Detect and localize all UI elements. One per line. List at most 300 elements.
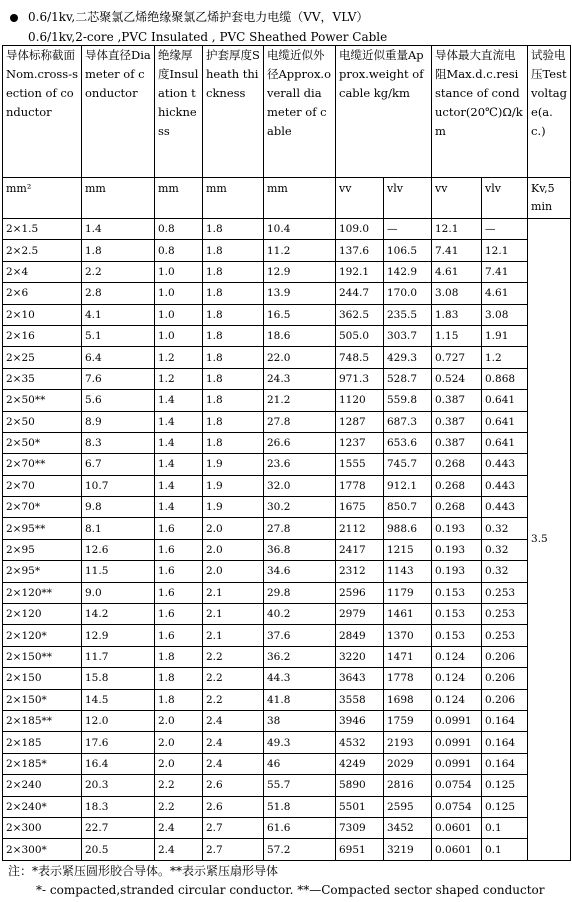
table-cell: 2×150	[3, 668, 82, 689]
table-cell: 988.6	[384, 518, 432, 539]
table-cell: 1759	[384, 710, 432, 731]
table-cell: 10.7	[82, 475, 155, 496]
table-cell: 0.153	[432, 604, 482, 625]
table-cell: 34.6	[264, 561, 336, 582]
table-cell: 1179	[384, 582, 432, 603]
table-cell: 5501	[336, 796, 384, 817]
unit-cell: mm²	[3, 178, 82, 219]
table-cell: 2×10	[3, 304, 82, 325]
unit-cell: vlv	[482, 178, 528, 219]
table-cell: 29.8	[264, 582, 336, 603]
title-line	[10, 8, 368, 25]
table-cell: 1471	[384, 646, 432, 667]
table-cell: 2×120**	[3, 582, 82, 603]
table-cell: 8.1	[82, 518, 155, 539]
table-row	[3, 368, 571, 389]
table-cell: 2×95	[3, 539, 82, 560]
table-cell: 2×300	[3, 817, 82, 838]
table-row	[3, 432, 571, 453]
table-row	[3, 646, 571, 667]
table-cell: 106.5	[384, 240, 432, 261]
table-cell: 0.443	[482, 454, 528, 475]
table-cell: 4.61	[482, 283, 528, 304]
table-cell: 20.5	[82, 839, 155, 860]
table-cell: 2193	[384, 732, 432, 753]
table-cell: 0.1	[482, 839, 528, 860]
table-cell: 3452	[384, 817, 432, 838]
table-cell: 2.1	[203, 604, 264, 625]
table-cell: 1287	[336, 411, 384, 432]
table-cell: 1.8	[203, 240, 264, 261]
table-cell: 22.7	[82, 817, 155, 838]
table-cell: 1120	[336, 390, 384, 411]
table-row	[3, 518, 571, 539]
table-cell: 36.2	[264, 646, 336, 667]
table-cell: 0.524	[432, 368, 482, 389]
table-cell: 1.8	[82, 240, 155, 261]
table-cell: 36.8	[264, 539, 336, 560]
table-row	[3, 817, 571, 838]
table-cell: 2×95*	[3, 561, 82, 582]
table-cell: 1778	[384, 668, 432, 689]
table-cell: 1.8	[155, 646, 203, 667]
table-cell: 1778	[336, 475, 384, 496]
table-cell: 559.8	[384, 390, 432, 411]
table-cell: 2×185	[3, 732, 82, 753]
table-cell: 0.0754	[432, 775, 482, 796]
table-cell: 1.8	[203, 325, 264, 346]
table-cell: 2.8	[82, 283, 155, 304]
table-cell: 1.0	[155, 304, 203, 325]
unit-cell: Kv,5 min	[528, 178, 571, 219]
table-cell: 12.0	[82, 710, 155, 731]
table-cell: 1.4	[155, 497, 203, 518]
table-cell: 6951	[336, 839, 384, 860]
table-cell: 12.9	[82, 625, 155, 646]
table-cell: 2.2	[203, 668, 264, 689]
table-cell: 1.8	[203, 283, 264, 304]
table-cell: 0.387	[432, 432, 482, 453]
table-cell: 1.83	[432, 304, 482, 325]
table-cell: 235.5	[384, 304, 432, 325]
table-cell: 4532	[336, 732, 384, 753]
table-cell: 21.2	[264, 390, 336, 411]
header-test-voltage: 试验电压Test voltage(a.c.)	[528, 46, 571, 178]
unit-cell: mm	[264, 178, 336, 219]
table-cell: 9.0	[82, 582, 155, 603]
table-cell: 2.2	[82, 261, 155, 282]
table-row	[3, 732, 571, 753]
table-cell: 303.7	[384, 325, 432, 346]
table-cell: 8.9	[82, 411, 155, 432]
table-cell: 1.8	[203, 261, 264, 282]
table-cell: 0.193	[432, 561, 482, 582]
table-cell: 0.253	[482, 582, 528, 603]
table-cell: 109.0	[336, 219, 384, 240]
table-cell: 0.0601	[432, 839, 482, 860]
table-cell: 1.9	[203, 454, 264, 475]
table-cell: 2417	[336, 539, 384, 560]
title-cn: 0.6/1kv,二芯聚氯乙烯绝缘聚氯乙烯护套电力电缆（VV，VLV）	[28, 10, 369, 24]
table-cell: 2×70	[3, 475, 82, 496]
table-cell: 2.7	[203, 839, 264, 860]
table-cell: 2×50	[3, 411, 82, 432]
table-cell: 2595	[384, 796, 432, 817]
table-cell: 0.164	[482, 710, 528, 731]
table-cell: —	[482, 219, 528, 240]
table-cell: 2.0	[203, 539, 264, 560]
table-cell: 2816	[384, 775, 432, 796]
table-row	[3, 539, 571, 560]
table-cell: 1.91	[482, 325, 528, 346]
table-cell: 1.6	[155, 604, 203, 625]
table-row	[3, 475, 571, 496]
table-cell: 2.4	[203, 753, 264, 774]
table-cell: 2112	[336, 518, 384, 539]
table-cell: 2×185*	[3, 753, 82, 774]
table-cell: 1.4	[155, 454, 203, 475]
table-cell: 1.2	[482, 347, 528, 368]
table-cell: 44.3	[264, 668, 336, 689]
table-cell: 12.9	[264, 261, 336, 282]
table-cell: 1.6	[155, 582, 203, 603]
table-cell: 2×4	[3, 261, 82, 282]
table-cell: 1.4	[155, 475, 203, 496]
table-cell: 2×150*	[3, 689, 82, 710]
table-cell: 1.8	[203, 390, 264, 411]
table-cell: 13.9	[264, 283, 336, 304]
table-cell: 0.125	[482, 796, 528, 817]
table-cell: 0.268	[432, 497, 482, 518]
unit-cell: mm	[82, 178, 155, 219]
table-cell: 0.727	[432, 347, 482, 368]
table-cell: 2.0	[155, 710, 203, 731]
table-cell: 9.8	[82, 497, 155, 518]
table-row	[3, 261, 571, 282]
table-cell: 2×120*	[3, 625, 82, 646]
table-cell: 2.4	[203, 710, 264, 731]
table-cell: 15.8	[82, 668, 155, 689]
table-cell: 37.6	[264, 625, 336, 646]
table-cell: 0.8	[155, 240, 203, 261]
table-cell: 2×1.5	[3, 219, 82, 240]
table-row	[3, 454, 571, 475]
table-cell: 1.8	[203, 432, 264, 453]
table-cell: 2.1	[203, 582, 264, 603]
table-cell: 0.268	[432, 475, 482, 496]
table-cell: 1.6	[155, 518, 203, 539]
table-cell: 0.641	[482, 390, 528, 411]
table-cell: 2.6	[203, 775, 264, 796]
table-cell: 1.15	[432, 325, 482, 346]
table-cell: 0.193	[432, 539, 482, 560]
table-cell: 1555	[336, 454, 384, 475]
table-cell: 2.7	[203, 817, 264, 838]
table-cell: 2×240	[3, 775, 82, 796]
table-cell: 2.2	[203, 646, 264, 667]
table-cell: 0.32	[482, 561, 528, 582]
table-cell: 137.6	[336, 240, 384, 261]
table-cell: 14.2	[82, 604, 155, 625]
table-row	[3, 497, 571, 518]
table-cell: 0.253	[482, 604, 528, 625]
table-row	[3, 582, 571, 603]
table-cell: 4.61	[432, 261, 482, 282]
header-diameter: 导体直径Diameter of conductor	[82, 46, 155, 178]
table-cell: 2.0	[203, 561, 264, 582]
table-cell: 1675	[336, 497, 384, 518]
table-cell: 0.868	[482, 368, 528, 389]
table-cell: 142.9	[384, 261, 432, 282]
table-cell: 2.1	[203, 625, 264, 646]
table-cell: 6.4	[82, 347, 155, 368]
table-cell: 2×185**	[3, 710, 82, 731]
table-cell: 2×300*	[3, 839, 82, 860]
table-cell: 6.7	[82, 454, 155, 475]
table-cell: 7.41	[432, 240, 482, 261]
table-cell: 17.6	[82, 732, 155, 753]
table-row	[3, 325, 571, 346]
table-row	[3, 240, 571, 261]
test-voltage-value: 3.5	[528, 219, 571, 861]
table-cell: 0.641	[482, 432, 528, 453]
table-cell: 2.2	[155, 775, 203, 796]
table-cell: 11.2	[264, 240, 336, 261]
table-row	[3, 390, 571, 411]
table-cell: 0.206	[482, 646, 528, 667]
table-cell: 1.8	[203, 411, 264, 432]
table-cell: 0.153	[432, 625, 482, 646]
table-row	[3, 753, 571, 774]
table-cell: 0.268	[432, 454, 482, 475]
table-cell: 46	[264, 753, 336, 774]
table-cell: 1237	[336, 432, 384, 453]
table-cell: 0.124	[432, 689, 482, 710]
header-row	[3, 46, 571, 178]
table-cell: 3.08	[432, 283, 482, 304]
table-row	[3, 604, 571, 625]
table-row	[3, 710, 571, 731]
table-cell: 49.3	[264, 732, 336, 753]
table-cell: 0.125	[482, 775, 528, 796]
table-cell: 2×16	[3, 325, 82, 346]
table-cell: 1.0	[155, 261, 203, 282]
header-insulation: 绝缘厚度Insulation thickness	[155, 46, 203, 178]
table-cell: 8.3	[82, 432, 155, 453]
table-cell: 11.5	[82, 561, 155, 582]
table-cell: 22.0	[264, 347, 336, 368]
table-cell: 51.8	[264, 796, 336, 817]
header-sheath: 护套厚度Sheath thickness	[203, 46, 264, 178]
table-cell: 2×50**	[3, 390, 82, 411]
table-cell: 2.0	[155, 732, 203, 753]
table-cell: 1698	[384, 689, 432, 710]
table-cell: 192.1	[336, 261, 384, 282]
table-cell: —	[384, 219, 432, 240]
note-cn: 注：*表示紧压圆形胶合导体。**表示紧压扇形导体	[8, 864, 279, 878]
table-row	[3, 411, 571, 432]
table-cell: 2.4	[155, 817, 203, 838]
table-cell: 2312	[336, 561, 384, 582]
table-cell: 0.0754	[432, 796, 482, 817]
table-cell: 12.1	[432, 219, 482, 240]
unit-cell: vlv	[384, 178, 432, 219]
table-cell: 12.1	[482, 240, 528, 261]
table-cell: 850.7	[384, 497, 432, 518]
table-cell: 1.8	[203, 219, 264, 240]
table-cell: 912.1	[384, 475, 432, 496]
table-cell: 0.164	[482, 732, 528, 753]
table-cell: 528.7	[384, 368, 432, 389]
table-cell: 0.387	[432, 390, 482, 411]
header-resistance: 导体最大直流电阻Max.d.c.resistance of conductor(20℃)Ω/km	[432, 46, 528, 178]
table-cell: 1.6	[155, 539, 203, 560]
table-cell: 7309	[336, 817, 384, 838]
table-cell: 0.164	[482, 753, 528, 774]
table-cell: 27.8	[264, 518, 336, 539]
table-cell: 971.3	[336, 368, 384, 389]
table-cell: 0.8	[155, 219, 203, 240]
table-row	[3, 839, 571, 860]
table-cell: 505.0	[336, 325, 384, 346]
table-cell: 3643	[336, 668, 384, 689]
header-overall-diameter: 电缆近似外径Approx.overall diameter of cable	[264, 46, 336, 178]
table-cell: 1.8	[203, 304, 264, 325]
table-row	[3, 775, 571, 796]
table-cell: 687.3	[384, 411, 432, 432]
table-cell: 2.2	[203, 689, 264, 710]
table-cell: 1.9	[203, 475, 264, 496]
table-cell: 2×50*	[3, 432, 82, 453]
table-cell: 23.6	[264, 454, 336, 475]
table-row	[3, 219, 571, 240]
table-cell: 1461	[384, 604, 432, 625]
table-row	[3, 689, 571, 710]
unit-row	[3, 178, 571, 219]
table-cell: 57.2	[264, 839, 336, 860]
table-cell: 0.32	[482, 539, 528, 560]
table-cell: 244.7	[336, 283, 384, 304]
table-cell: 27.8	[264, 411, 336, 432]
table-cell: 1.8	[155, 689, 203, 710]
table-row	[3, 625, 571, 646]
table-row	[3, 283, 571, 304]
table-cell: 5.1	[82, 325, 155, 346]
table-row	[3, 347, 571, 368]
header-cross-section: 导体标称截面Nom.cross-section of conductor	[3, 46, 82, 178]
table-cell: 3219	[384, 839, 432, 860]
table-cell: 0.0991	[432, 753, 482, 774]
table-cell: 3220	[336, 646, 384, 667]
table-cell: 2029	[384, 753, 432, 774]
table-cell: 2.0	[155, 753, 203, 774]
table-row	[3, 668, 571, 689]
cable-spec-table	[2, 45, 571, 861]
table-cell: 14.5	[82, 689, 155, 710]
table-cell: 11.7	[82, 646, 155, 667]
table-cell: 10.4	[264, 219, 336, 240]
unit-cell: vv	[432, 178, 482, 219]
table-cell: 3946	[336, 710, 384, 731]
table-cell: 0.253	[482, 625, 528, 646]
table-cell: 1.6	[155, 625, 203, 646]
table-cell: 2×35	[3, 368, 82, 389]
table-cell: 7.41	[482, 261, 528, 282]
table-cell: 2×150**	[3, 646, 82, 667]
table-cell: 0.206	[482, 689, 528, 710]
table-cell: 748.5	[336, 347, 384, 368]
table-cell: 362.5	[336, 304, 384, 325]
table-cell: 1.4	[82, 219, 155, 240]
table-row	[3, 796, 571, 817]
table-cell: 745.7	[384, 454, 432, 475]
table-cell: 16.4	[82, 753, 155, 774]
table-cell: 18.6	[264, 325, 336, 346]
table-cell: 1.4	[155, 411, 203, 432]
table-cell: 2.0	[203, 518, 264, 539]
table-cell: 4249	[336, 753, 384, 774]
table-cell: 1.6	[155, 561, 203, 582]
table-cell: 2×2.5	[3, 240, 82, 261]
table-cell: 0.0601	[432, 817, 482, 838]
table-cell: 1.0	[155, 283, 203, 304]
table-cell: 1.2	[155, 347, 203, 368]
table-cell: 5.6	[82, 390, 155, 411]
table-cell: 1.4	[155, 390, 203, 411]
table-cell: 61.6	[264, 817, 336, 838]
table-cell: 30.2	[264, 497, 336, 518]
table-cell: 2×120	[3, 604, 82, 625]
table-cell: 32.0	[264, 475, 336, 496]
table-cell: 20.3	[82, 775, 155, 796]
table-cell: 0.193	[432, 518, 482, 539]
table-cell: 0.1	[482, 817, 528, 838]
table-cell: 653.6	[384, 432, 432, 453]
table-cell: 2596	[336, 582, 384, 603]
table-cell: 2×70**	[3, 454, 82, 475]
table-cell: 55.7	[264, 775, 336, 796]
table-cell: 1143	[384, 561, 432, 582]
table-cell: 2.4	[155, 839, 203, 860]
table-cell: 2×240*	[3, 796, 82, 817]
unit-cell: mm	[203, 178, 264, 219]
table-cell: 2×6	[3, 283, 82, 304]
table-cell: 2.6	[203, 796, 264, 817]
table-cell: 12.6	[82, 539, 155, 560]
table-cell: 5890	[336, 775, 384, 796]
table-cell: 18.3	[82, 796, 155, 817]
table-cell: 40.2	[264, 604, 336, 625]
table-cell: 0.443	[482, 475, 528, 496]
table-cell: 0.206	[482, 668, 528, 689]
table-cell: 0.0991	[432, 710, 482, 731]
unit-cell: vv	[336, 178, 384, 219]
table-cell: 1.8	[203, 368, 264, 389]
table-cell: 16.5	[264, 304, 336, 325]
table-cell: 1.8	[203, 347, 264, 368]
table-cell: 0.443	[482, 497, 528, 518]
table-cell: 2×70*	[3, 497, 82, 518]
table-cell: 41.8	[264, 689, 336, 710]
table-cell: 2×95**	[3, 518, 82, 539]
table-cell: 2979	[336, 604, 384, 625]
table-cell: 2.4	[203, 732, 264, 753]
table-row	[3, 304, 571, 325]
table-cell: 0.153	[432, 582, 482, 603]
note-en: *- compacted,stranded circular conductor. **—Compacted sector shaped conductor	[36, 883, 545, 897]
table-cell: 3558	[336, 689, 384, 710]
table-cell: 26.6	[264, 432, 336, 453]
